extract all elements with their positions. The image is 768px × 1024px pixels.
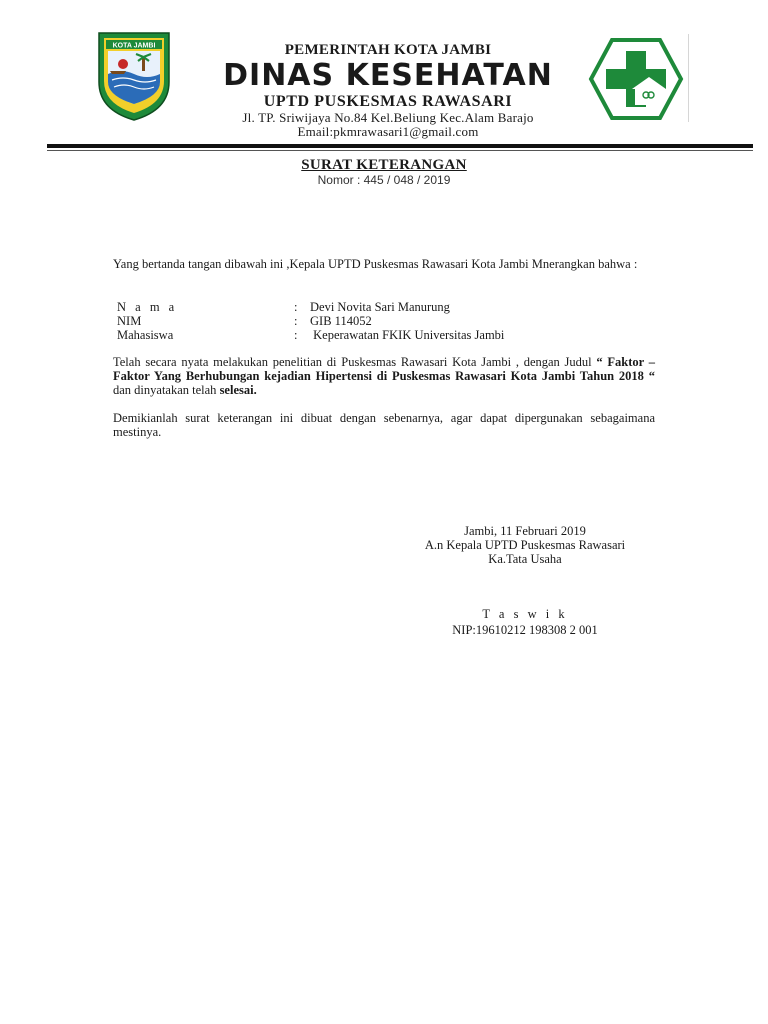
kota-jambi-emblem-icon	[96, 30, 172, 122]
research-paragraph	[113, 355, 655, 397]
document-number: Nomor : 445 / 048 / 2019	[317, 173, 451, 187]
scan-edge-line	[688, 34, 689, 122]
research-intro-text: Telah secara nyata melakukan penelitian di Puskesmas Rawasari Kota Jambi , dengan Judul	[113, 355, 597, 369]
program-label: Mahasiswa	[117, 328, 174, 342]
intro-paragraph: Yang bertanda tangan dibawah ini ,Kepala UPTD Puskesmas Rawasari Kota Jambi Mnerangkan bahwa :	[113, 257, 638, 271]
letterhead-rule	[47, 144, 753, 148]
program-value: Keperawatan FKIK Universitas Jambi	[310, 328, 505, 342]
email-line: Email:pkmrawasari1@gmail.com	[297, 124, 479, 139]
signature-position: Ka.Tata Usaha	[488, 552, 562, 566]
nim-colon: :	[294, 314, 298, 328]
letterhead-rule-thin	[47, 150, 753, 151]
signature-date: Jambi, 11 Februari 2019	[464, 524, 586, 538]
name-colon: :	[294, 300, 298, 314]
nim-label: NIM	[117, 314, 142, 328]
government-heading: PEMERINTAH KOTA JAMBI	[284, 42, 492, 58]
closing-paragraph: Demikianlah surat keterangan ini dibuat dengan sebenarnya, agar dapat dipergunakan sebagaimana mestinya.	[113, 411, 655, 439]
research-title: “ Faktor – Faktor Yang Berhubungan kejadian Hipertensi di Puskesmas Rawasari Kota Jambi Tahun 2018 “	[113, 355, 655, 383]
name-value: Devi Novita Sari Manurung	[310, 300, 450, 314]
signatory-nip: NIP:19610212 198308 2 001	[452, 623, 598, 637]
health-cross-logo-icon	[588, 37, 684, 121]
program-colon: :	[294, 328, 298, 342]
signature-on-behalf: A.n Kepala UPTD Puskesmas Rawasari	[424, 538, 626, 552]
research-status: selesai.	[219, 383, 257, 397]
unit-heading: UPTD PUSKESMAS RAWASARI	[263, 93, 513, 110]
research-status-text: dan dinyatakan telah	[113, 383, 220, 397]
document-title: SURAT KETERANGAN	[301, 157, 467, 173]
nim-value: GIB 114052	[310, 314, 372, 328]
emblem-text: KOTA JAMBI	[112, 42, 156, 50]
signatory-name: T a s w i k	[482, 607, 568, 621]
address-line: Jl. TP. Sriwijaya No.84 Kel.Beliung Kec.Alam Barajo	[242, 110, 534, 125]
name-label: N a m a	[117, 300, 178, 314]
agency-heading: DINAS KESEHATAN	[223, 58, 553, 93]
